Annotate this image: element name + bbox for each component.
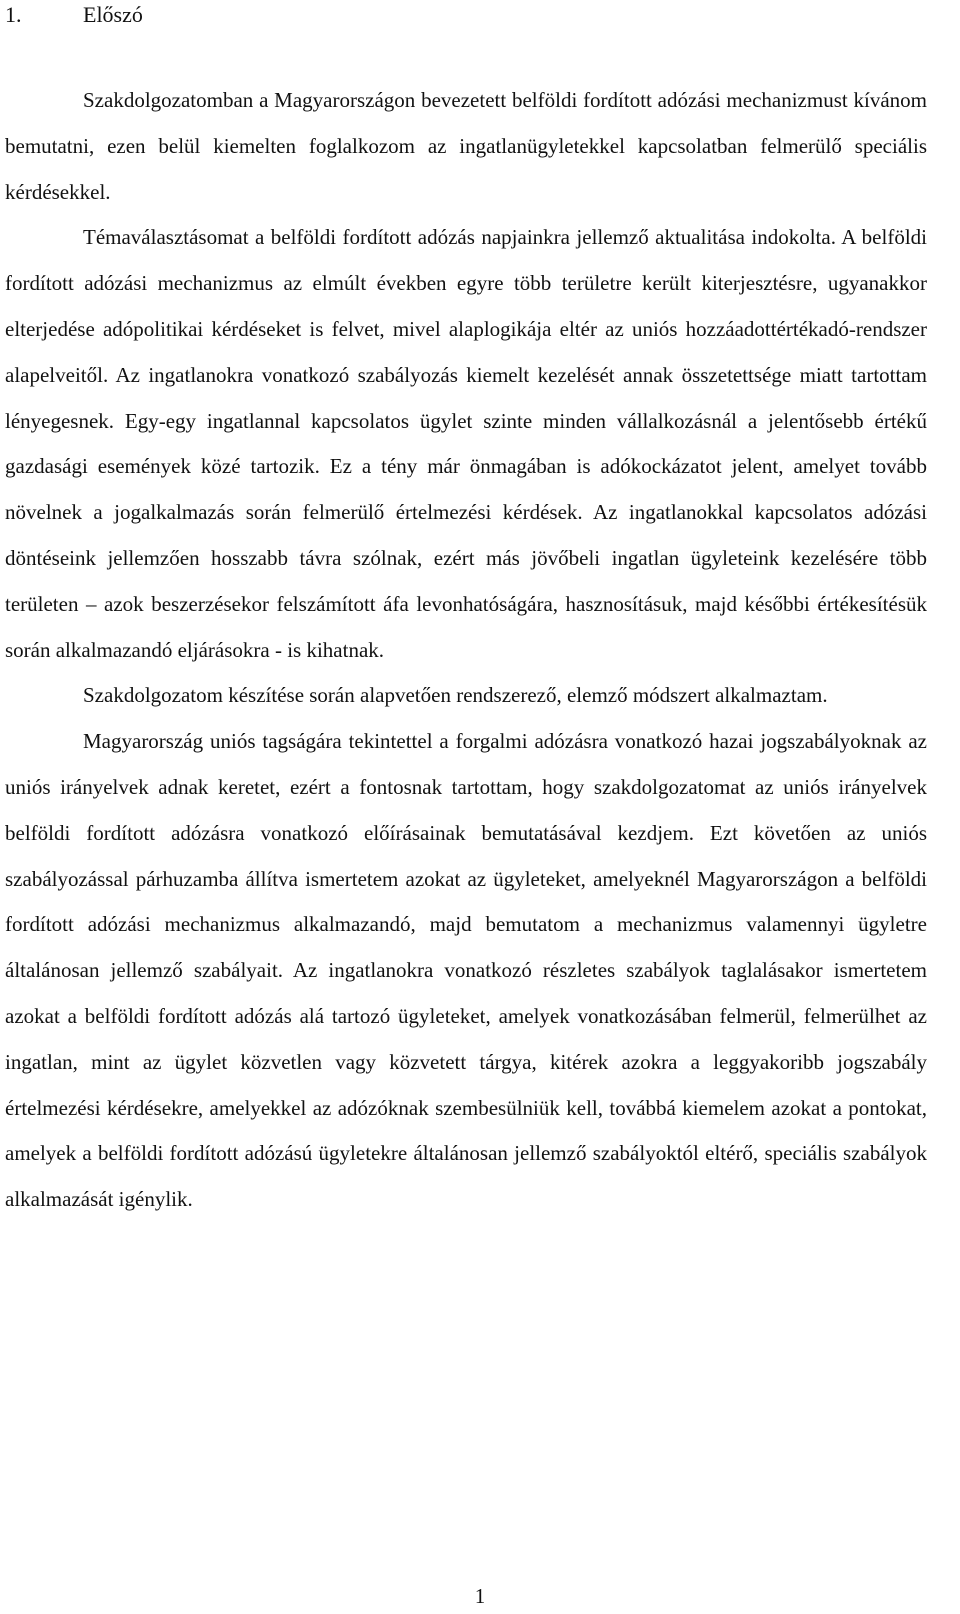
paragraph-topic-text: Témaválasztásomat a belföldi fordított adózás napjainkra jellemző aktualitása indokolta. A belföldi fordított adózási mechanizmus az elmúlt években egyre több területre került kiterjesztésre, ugyanakkor elterjedése adópolitikai kérdéseket is felvet, mivel alaplogikája eltér az uniós hozzáadottértékadó-rendszer alapelveitől. Az ingatlanokra vonatkozó szabályozás kiemelt kezelését annak összetettsége miatt tartottam lényegesnek. Egy-egy ingatlannal kapcsolatos ügylet szinte minden vállalkozásnál a jelentősebb értékű gazdasági események közé tartozik. Ez a tény már önmagában is adókockázatot jelent, amelyet tovább növelnek a jogalkalmazás során felmerülő értelmezési kérdések. Az ingatlanokkal kapcsolatos adózási döntéseink jellemzően hosszabb távra szólnak, ezért más jövőbeli ingatlan ügyleteink kezelésére több területen – azok beszerzésekor felszámított áfa levonhatóságára, hasznosításuk, majd későbbi értékesítésük során alkalmazandó eljárásokra - is kihatnak. bbox=[5, 225, 927, 662]
body-text bbox=[5, 78, 927, 1223]
paragraph-structure bbox=[5, 719, 927, 1223]
section-number: 1. bbox=[5, 2, 22, 27]
page-number: 1 bbox=[474, 1584, 486, 1608]
section-title: Előszó bbox=[83, 2, 143, 27]
paragraph-intro-text: Szakdolgozatomban a Magyarországon bevezetett belföldi fordított adózási mechanizmust kívánom bemutatni, ezen belül kiemelten foglalkozom az ingatlanügyletekkel kapcsolatban felmerülő speciális kérdésekkel. bbox=[5, 88, 927, 204]
paragraph-method bbox=[5, 673, 927, 719]
paragraph-intro bbox=[5, 78, 927, 215]
paragraph-method-text: Szakdolgozatom készítése során alapvetően rendszerező, elemző módszert alkalmaztam. bbox=[83, 683, 828, 708]
section-heading bbox=[5, 0, 143, 30]
paragraph-topic bbox=[5, 215, 927, 673]
paragraph-structure-text: Magyarország uniós tagságára tekintettel a forgalmi adózásra vonatkozó hazai jogszabályoknak az uniós irányelvek adnak keretet, ezért a fontosnak tartottam, hogy szakdolgozatomat az uniós irányelvek belföldi fordított adózásra vonatkozó előírásainak bemutatásával kezdjem. Ezt követően az uniós szabályozással párhuzamba állítva ismertetem azokat az ügyleteket, amelyeknél Magyarországon a belföldi fordított adózási mechanizmus alkalmazandó, majd bemutatom a mechanizmus valamennyi ügyletre általánosan jellemző szabályait. Az ingatlanokra vonatkozó részletes szabályok taglalásakor ismertetem azokat a belföldi fordított adózás alá tartozó ügyleteket, amelyek vonatkozásában felmerül, felmerülhet az ingatlan, mint az ügylet közvetlen vagy közvetett tárgya, kitérek azokra a leggyakoribb jogszabály értelmezési kérdésekre, amelyekkel az adózóknak szembesülniük kell, továbbá kiemelem azokat a pontokat, amelyek a belföldi fordított adózású ügyletekre általánosan jellemző szabályoktól eltérő, speciális szabályok alkalmazását igénylik. bbox=[5, 729, 927, 1212]
